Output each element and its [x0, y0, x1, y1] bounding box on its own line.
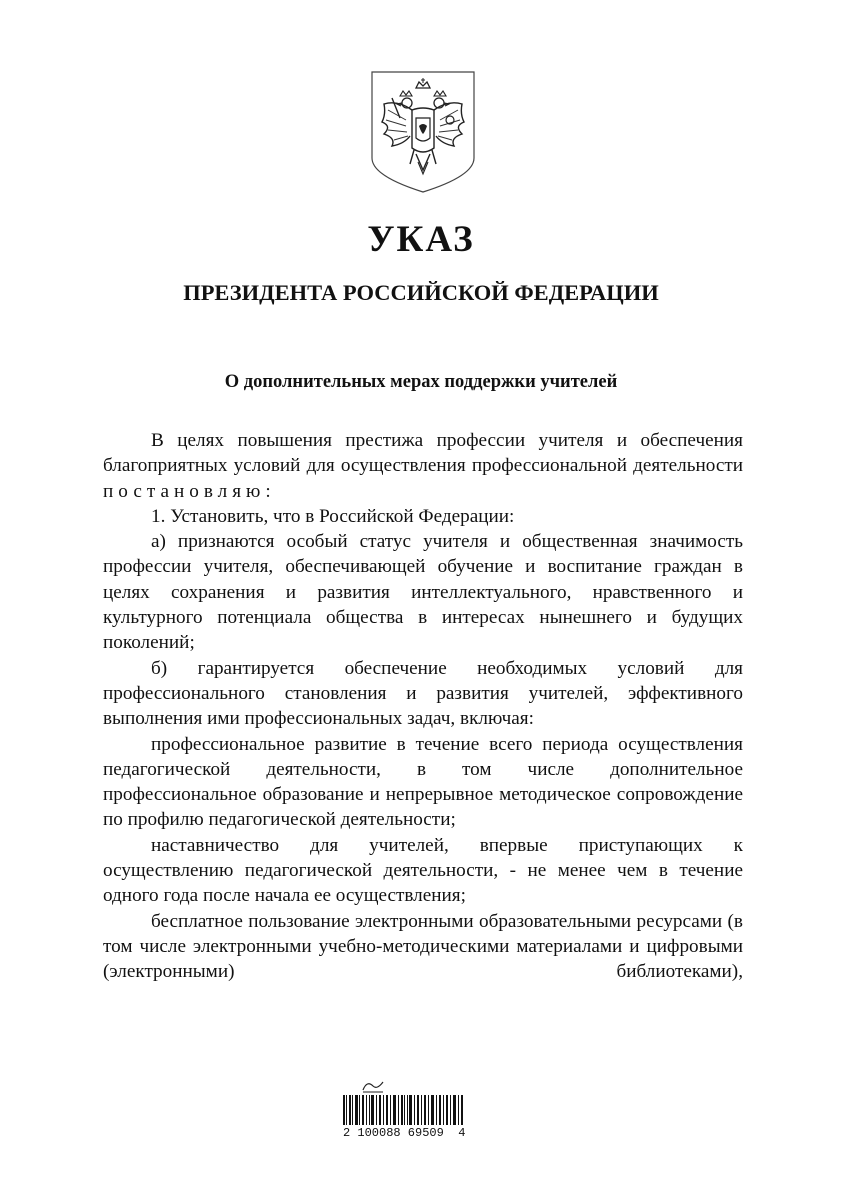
preamble-text: В целях повышения престижа профессии учителя и обеспечения благоприятных условий для осуществления профессиональной деятельности — [103, 430, 743, 477]
list-item-free-resources: бесплатное пользование электронными образовательными ресурсами (в том числе электронными учебно-методическими материалами и цифровыми (электронными) библиотеками), — [103, 910, 743, 983]
printer-mark-icon — [361, 1078, 385, 1094]
paragraph-1b: б) гарантируется обеспечение необходимых условий для профессионального становления и развития учителей, эффективного выполнения ими профессиональных задач, включая: — [103, 657, 743, 730]
preamble-paragraph — [103, 428, 743, 504]
printing-stamp — [343, 1078, 493, 1148]
document-subtitle: ПРЕЗИДЕНТА РОССИЙСКОЙ ФЕДЕРАЦИИ — [183, 280, 659, 305]
list-item-professional-development: профессиональное развитие в течение всего периода осуществления педагогической деятельности, в том числе дополнительное профессиональное образование и непрерывное методическое сопровождение по профилю педагогической деятельности; — [103, 733, 743, 831]
list-item-mentoring: наставничество для учителей, впервые приступающих к осуществлению педагогической деятельности, - не менее чем в течение одного года после начала ее осуществления; — [103, 834, 743, 907]
decree-keyword: постановляю: — [103, 480, 276, 502]
barcode-number: 2 100088 69509 4 — [343, 1126, 466, 1140]
paragraph-1: 1. Установить, что в Российской Федерации: — [151, 505, 515, 527]
document-title: УКАЗ — [367, 219, 475, 260]
russian-coat-of-arms-icon — [370, 70, 476, 194]
decree-body — [103, 428, 743, 985]
barcode-icon — [343, 1095, 463, 1125]
paragraph-1a: а) признаются особый статус учителя и общественная значимость профессии учителя, обеспечивающей обучение и воспитание граждан в целях сохранения и развития интеллектуального, нравственного и культурного потенциала общества в интересах нынешнего и будущих поколений; — [103, 531, 743, 654]
decree-heading: О дополнительных мерах поддержки учителей — [224, 372, 618, 392]
